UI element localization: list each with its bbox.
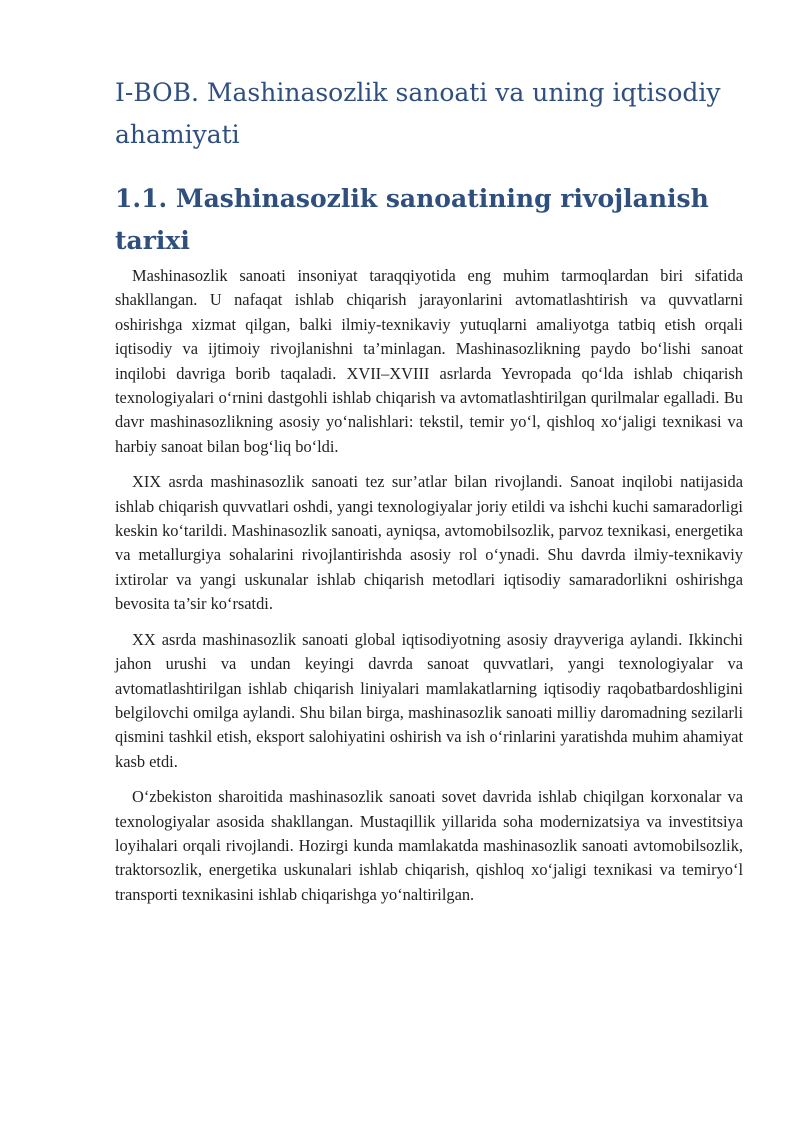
document-content	[115, 72, 743, 918]
paragraph-4: O‘zbekiston sharoitida mashinasozlik sanoati sovet davrida ishlab chiqilgan korxonalar va texnologiyalar asosida shakllangan. Mustaqillik yillarida soha modernizatsiya va investitsiya loyihalari orqali rivojlandi. Hozirgi kunda mamlakatda mashinasozlik sanoati avtomobilsozlik, traktorsozlik, energetika uskunalari ishlab chiqarish, qishloq xo‘jaligi texnikasi va temiryo‘l transporti texnikasini ishlab chiqarishga yo‘naltirilgan.	[115, 787, 743, 904]
paragraph-1: Mashinasozlik sanoati insoniyat taraqqiyotida eng muhim tarmoqlardan biri sifatida shakllangan. U nafaqat ishlab chiqarish jarayonlarini avtomatlashtirish va quvvatlarni oshirishga xizmat qilgan, balki ilmiy-texnikaviy yutuqlarni amaliyotga tatbiq etish orqali iqtisodiy va ijtimoiy rivojlanishni ta’minlagan. Mashinasozlikning paydo bo‘lishi sanoat inqilobi davriga borib taqaladi. XVII–XVIII asrlarda Yevropada qo‘lda ishlab chiqarish texnologiyalari o‘rnini dastgohli ishlab chiqarish va avtomatlashtirilgan qurilmalar egalladi. Bu davr mashinasozlikning asosiy yo‘nalishlari: tekstil, temir yo‘l, qishloq xo‘jaligi texnikasi va harbiy sanoat bilan bog‘liq bo‘ldi.	[115, 266, 743, 456]
paragraph-3: XX asrda mashinasozlik sanoati global iqtisodiyotning asosiy drayveriga aylandi. Ikkinchi jahon urushi va undan keyingi davrda sanoat quvvatlari, yangi texnologiyalar va avtomatlashtirilgan ishlab chiqarish liniyalari mamlakatlarning iqtisodiy raqobatbardoshligini belgilovchi omilga aylandi. Shu bilan birga, mashinasozlik sanoati milliy daromadning sezilarli qismini tashkil etish, eksport salohiyatini oshirish va ish o‘rinlarini yaratishda muhim ahamiyat kasb etdi.	[115, 629, 743, 771]
chapter-title: I-BOB. Mashinasozlik sanoati va uning iqtisodiy ahamiyati	[115, 78, 721, 149]
section-title: 1.1. Mashinasozlik sanoatining rivojlanish tarixi	[115, 184, 709, 255]
paragraph-2: XIX asrda mashinasozlik sanoati tez sur’atlar bilan rivojlandi. Sanoat inqilobi natijasida ishlab chiqarish quvvatlari oshdi, yangi texnologiyalar joriy etildi va ishchi kuchi samaradorligi keskin ko‘tarildi. Mashinasozlik sanoati, ayniqsa, avtomobilsozlik, parvoz texnikasi, energetika va metallurgiya sohalarini rivojlantirishda asosiy rol o‘ynadi. Shu davrda ilmiy-texnikaviy ixtirolar va yangi uskunalar ishlab chiqarish metodlari iqtisodiy samaradorlikni oshirishga bevosita ta’sir ko‘rsatdi.	[115, 472, 743, 614]
